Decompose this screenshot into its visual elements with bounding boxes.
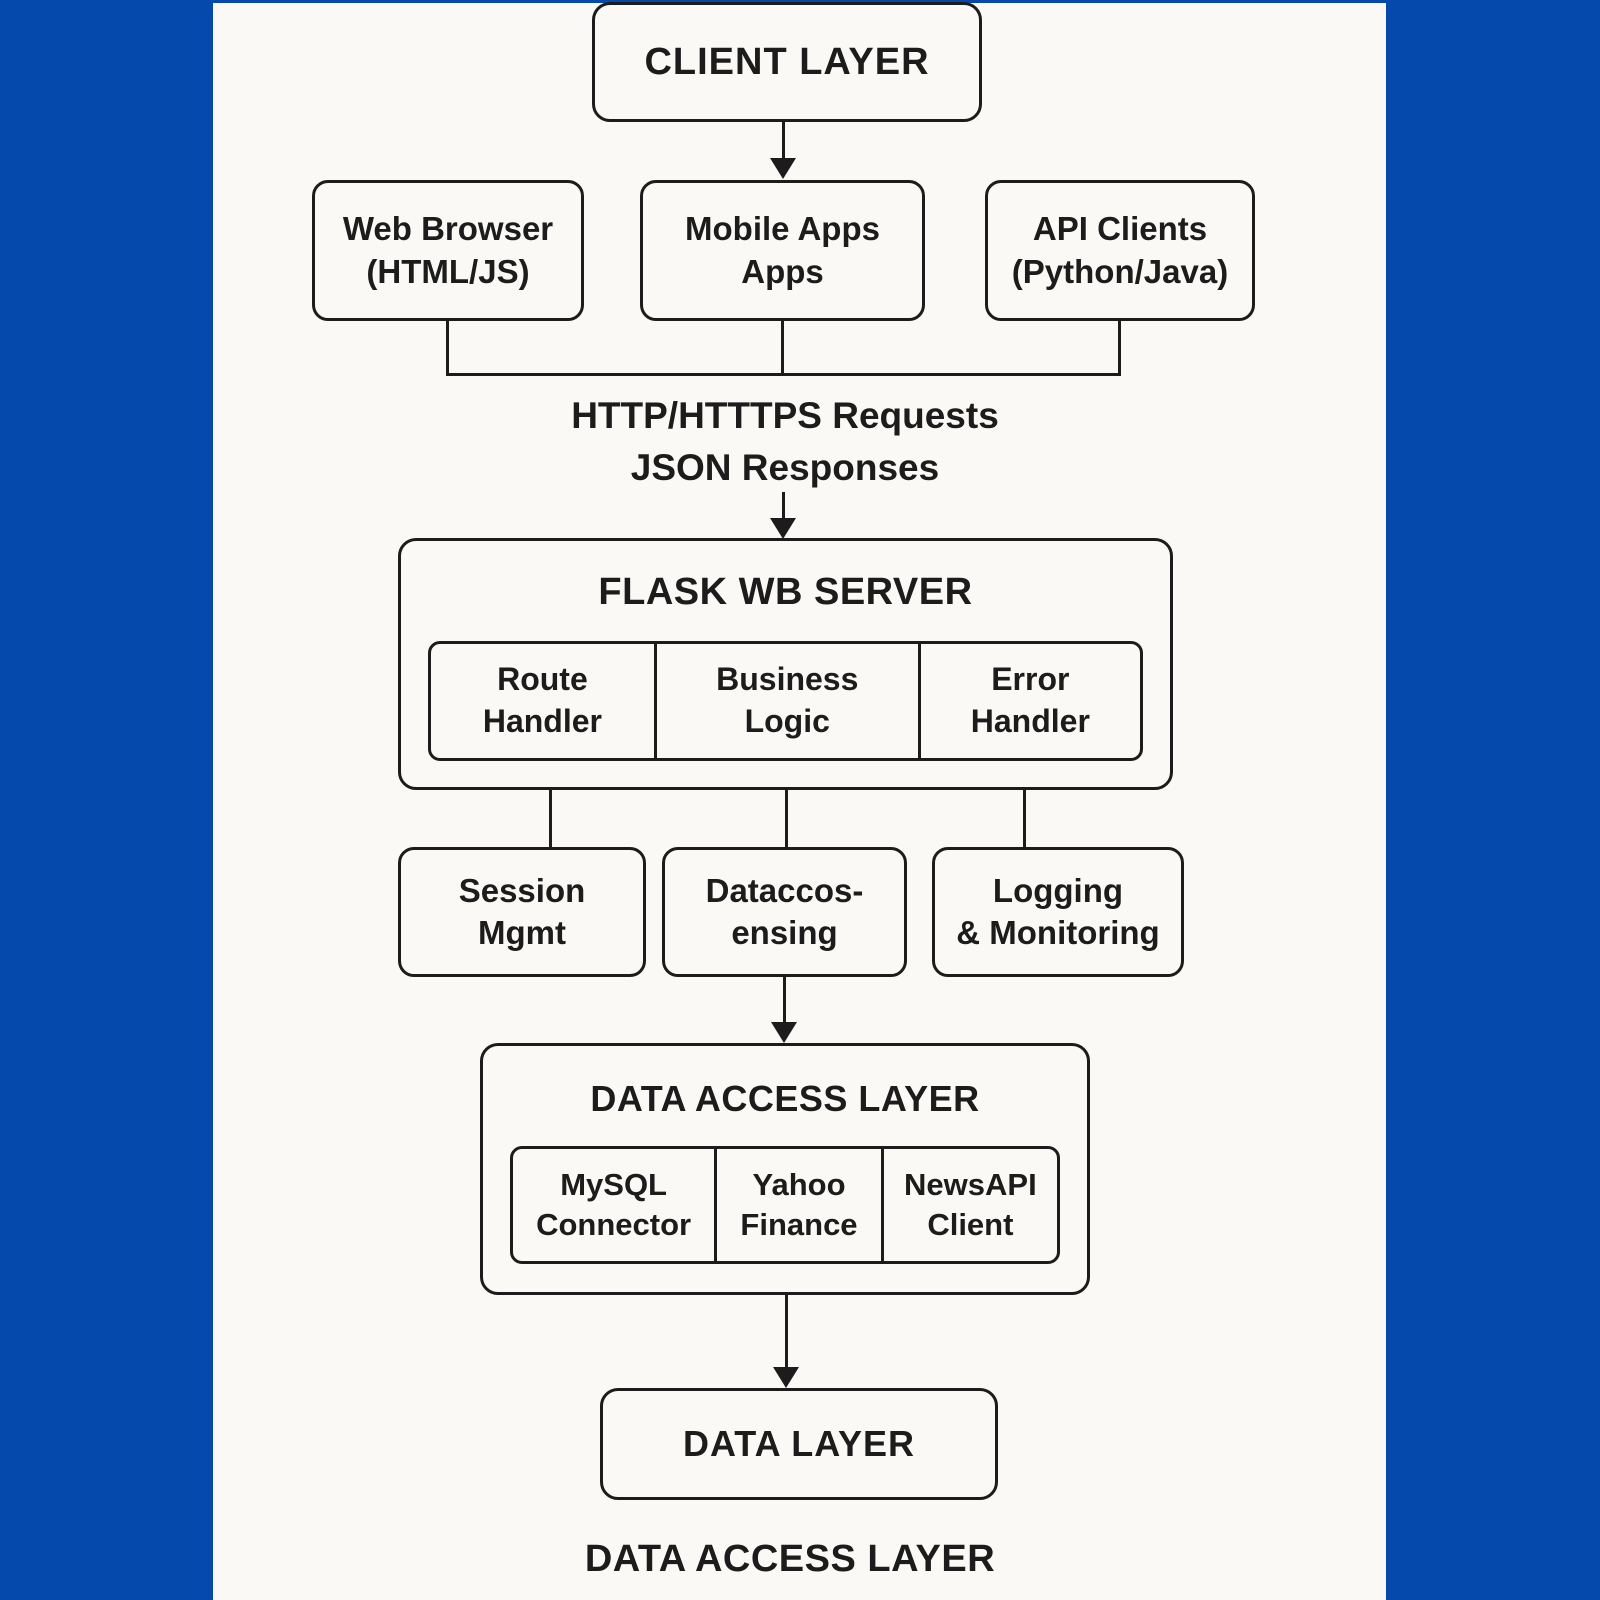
api-clients-line1: API Clients	[1032, 210, 1208, 248]
bottom-caption: DATA ACCESS LAYER	[584, 1538, 996, 1580]
client-layer-label: CLIENT LAYER	[644, 40, 930, 83]
data-processing-node	[662, 847, 907, 977]
connector-web-drop	[446, 321, 449, 376]
arrow-dal-head	[771, 1022, 797, 1043]
web-browser-node	[312, 180, 584, 321]
route-handler-cell	[431, 644, 654, 758]
mysql-connector-line1: MySQL	[560, 1166, 667, 1202]
mysql-connector-cell	[513, 1149, 714, 1261]
flask-server-title: FLASK WB SERVER	[598, 571, 973, 613]
data-layer-node	[600, 1388, 998, 1500]
transport-line2: JSON Responses	[630, 446, 940, 488]
logging-monitoring-line2: & Monitoring	[956, 914, 1160, 951]
logging-monitoring-line1: Logging	[992, 871, 1124, 909]
connector-session-drop	[549, 790, 552, 847]
transport-label	[450, 390, 1120, 494]
session-mgmt-line2: Mgmt	[478, 914, 566, 951]
client-layer-node	[592, 2, 982, 122]
connector-api-drop	[1118, 321, 1121, 376]
yahoo-finance-line2: Finance	[740, 1207, 858, 1242]
mysql-connector-line2: Connector	[536, 1207, 692, 1242]
error-handler-line2: Handler	[970, 703, 1090, 739]
transport-line1: HTTP/HTTTPS Requests	[571, 395, 999, 436]
data-layer-label: DATA LAYER	[682, 1423, 915, 1464]
route-handler-line1: Route	[497, 661, 588, 698]
business-logic-cell	[654, 644, 921, 758]
newsapi-client-line1: NewsAPI	[904, 1166, 1037, 1202]
mobile-apps-line1: Mobile Apps	[685, 210, 880, 248]
business-logic-line1: Business	[716, 661, 859, 698]
session-mgmt-line1: Session	[458, 871, 586, 909]
connector-bus-line	[446, 373, 1121, 376]
flask-server-modules	[428, 641, 1143, 761]
data-access-layer-node	[480, 1043, 1090, 1295]
arrow-flask-head	[770, 518, 796, 539]
route-handler-line2: Handler	[482, 703, 602, 739]
logging-monitoring-node	[932, 847, 1184, 977]
flask-server-node	[398, 538, 1173, 790]
mobile-apps-node	[640, 180, 925, 321]
data-access-layer-modules	[510, 1146, 1060, 1264]
newsapi-client-line2: Client	[927, 1207, 1014, 1242]
web-browser-line2: (HTML/JS)	[366, 252, 530, 290]
error-handler-cell	[921, 644, 1140, 758]
connector-mobile-drop	[781, 321, 784, 376]
arrow-datalayer-shaft	[785, 1295, 788, 1370]
session-mgmt-node	[398, 847, 646, 977]
arrow-datalayer-head	[773, 1367, 799, 1388]
connector-logging-drop	[1023, 790, 1026, 847]
connector-dataprocessing-drop	[785, 790, 788, 847]
arrow-client-shaft	[782, 122, 785, 162]
newsapi-client-cell	[884, 1149, 1057, 1261]
business-logic-line2: Logic	[744, 703, 830, 739]
arrow-client-head	[770, 158, 796, 179]
arrow-dal-shaft	[783, 977, 786, 1027]
mobile-apps-line2: Apps	[741, 252, 824, 290]
web-browser-line1: Web Browser	[342, 210, 554, 248]
data-access-layer-title: DATA ACCESS LAYER	[590, 1078, 980, 1119]
yahoo-finance-line1: Yahoo	[752, 1166, 846, 1202]
api-clients-node	[985, 180, 1255, 321]
data-processing-line1: Dataccos-	[705, 871, 864, 909]
data-processing-line2: ensing	[731, 914, 838, 951]
yahoo-finance-cell	[714, 1149, 884, 1261]
error-handler-line1: Error	[991, 661, 1070, 698]
api-clients-line2: (Python/Java)	[1011, 252, 1229, 290]
